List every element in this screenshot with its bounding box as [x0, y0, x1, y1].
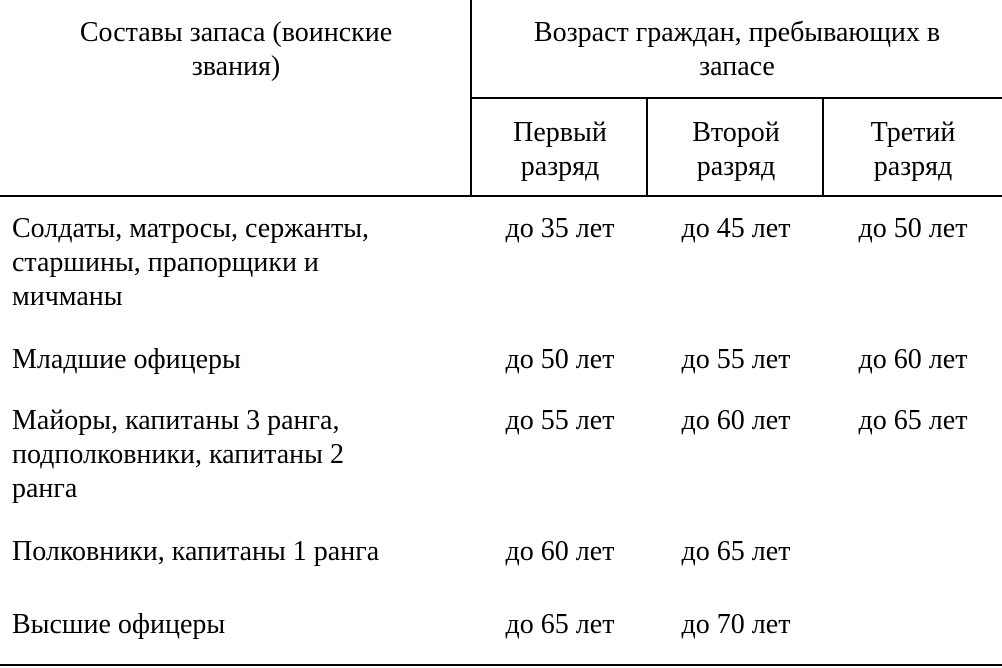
table-row-first: до 65 лет: [505, 609, 615, 640]
table-row-third: до 65 лет: [858, 405, 968, 436]
table-row-first: до 35 лет: [505, 213, 615, 244]
header-second-grade: Второй разряд: [692, 117, 780, 182]
header-divider-ranks: [470, 0, 472, 196]
table-row-third: до 50 лет: [858, 213, 968, 244]
table-row-rank: Майоры, капитаны 3 ранга, подполковники, капитаны 2 ранга: [12, 405, 344, 504]
header-divider-first: [646, 98, 648, 196]
table-row-rank: Младшие офицеры: [12, 344, 241, 375]
header-ranks: Составы запаса (воинские звания): [79, 17, 393, 82]
table-row-second: до 55 лет: [681, 344, 791, 375]
table-row-second: до 65 лет: [681, 536, 791, 567]
table-row-third: до 60 лет: [858, 344, 968, 375]
table-row-first: до 60 лет: [505, 536, 615, 567]
table-row-second: до 45 лет: [681, 213, 791, 244]
table-row-second: до 70 лет: [681, 609, 791, 640]
header-bottom-rule: [0, 195, 1002, 197]
header-third-grade: Третий разряд: [870, 117, 956, 182]
header-inner-rule: [472, 97, 1002, 99]
table-row-second: до 60 лет: [681, 405, 791, 436]
header-age: Возраст граждан, пребывающих в запасе: [533, 17, 941, 82]
table-row-first: до 55 лет: [505, 405, 615, 436]
table-row-first: до 50 лет: [505, 344, 615, 375]
table-row-rank: Солдаты, матросы, сержанты, старшины, прапорщики и мичманы: [12, 213, 370, 312]
header-first-grade: Первый разряд: [513, 117, 607, 182]
table-row-rank: Полковники, капитаны 1 ранга: [12, 536, 380, 567]
table-bottom-rule: [0, 664, 1002, 666]
table-row-rank: Высшие офицеры: [12, 609, 226, 640]
header-divider-second: [822, 98, 824, 196]
